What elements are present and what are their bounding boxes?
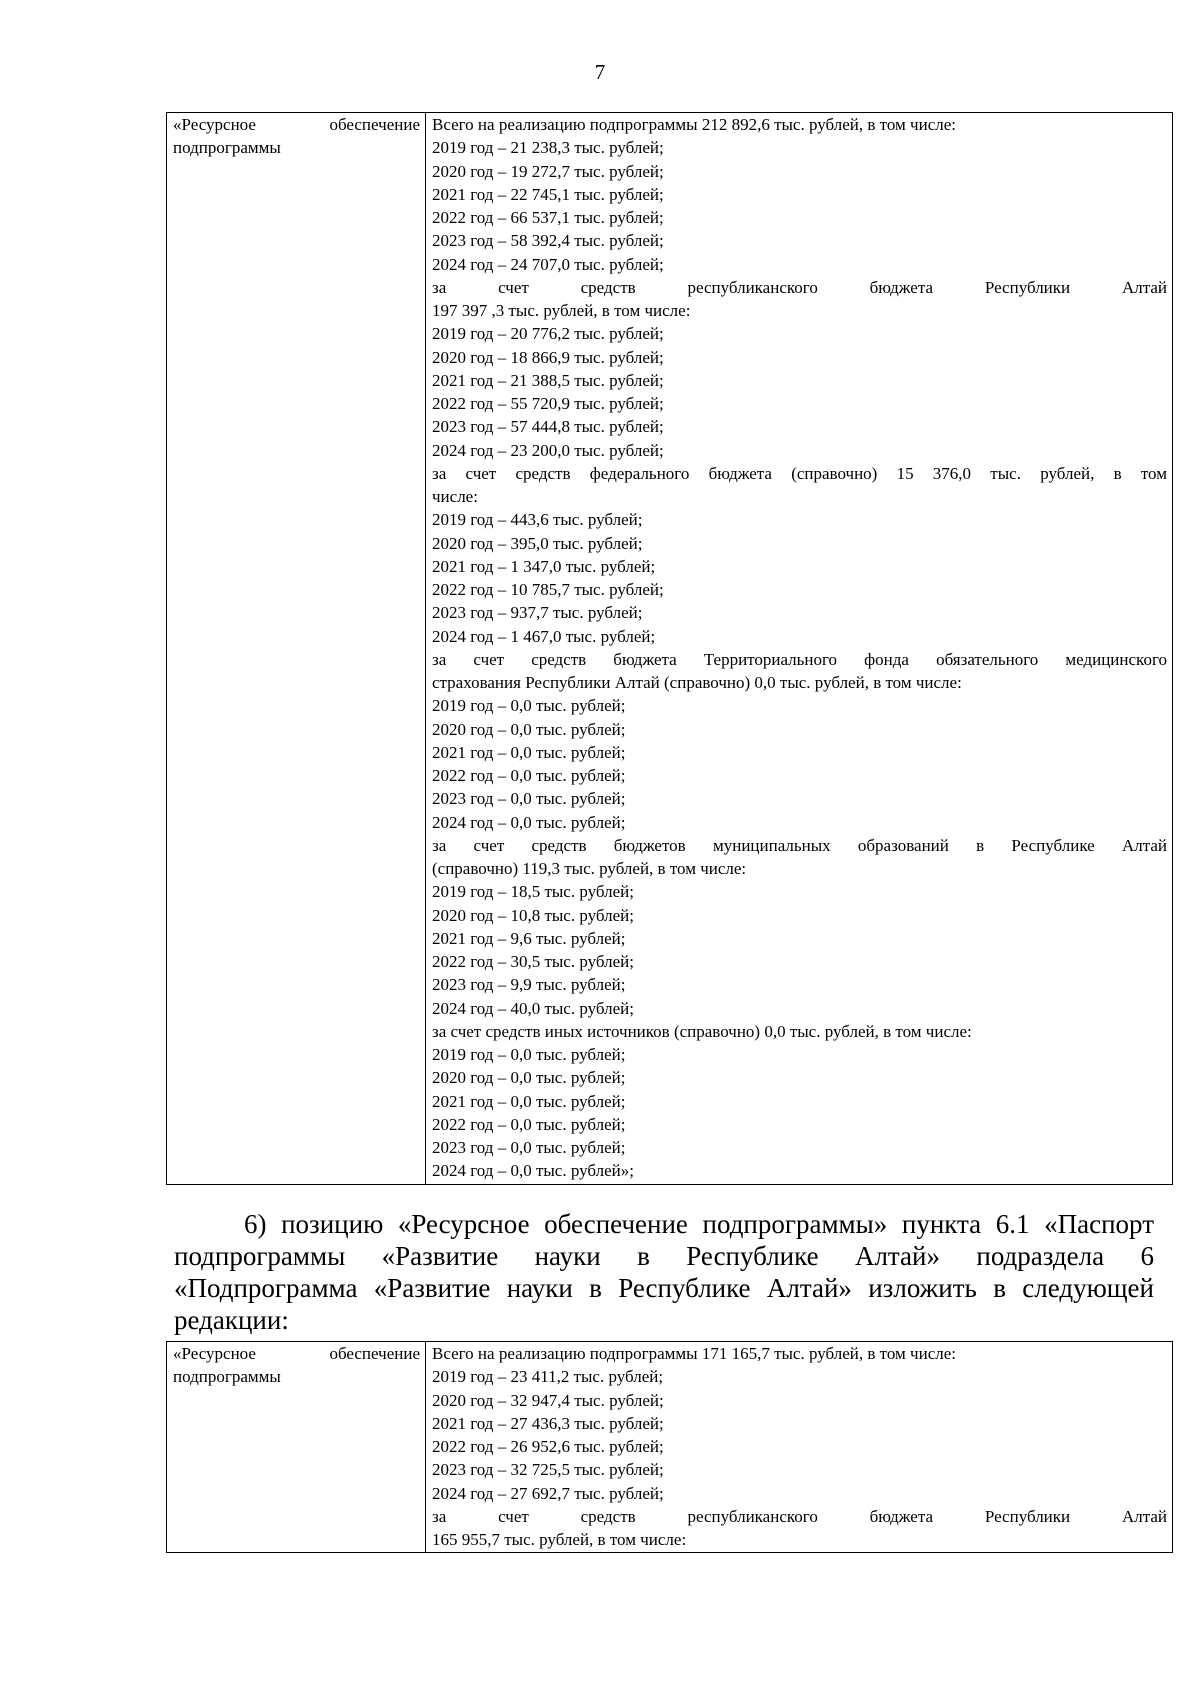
year-line: 2021 год – 1 347,0 тыс. рублей; [432,556,656,576]
label-line-2: подпрограммы [173,1367,281,1387]
year-line: 2023 год – 58 392,4 тыс. рублей; [432,231,664,251]
year-line: 2021 год – 27 436,3 тыс. рублей; [432,1413,664,1433]
year-line: 2019 год – 0,0 тыс. рублей; [432,696,626,716]
table-row [167,113,1173,1185]
year-line: 2023 год – 937,7 тыс. рублей; [432,603,643,623]
year-line: 2022 год – 66 537,1 тыс. рублей; [432,208,664,227]
resource-table-1 [166,112,1173,1185]
year-line: 2020 год – 0,0 тыс. рублей; [432,1068,626,1088]
year-line: 2019 год – 443,6 тыс. рублей; [432,510,643,530]
year-line: 2022 год – 26 952,6 тыс. рублей; [432,1437,664,1456]
federal-budget-line-2: числе: [432,487,478,506]
year-line: 2023 год – 32 725,5 тыс. рублей; [432,1460,664,1480]
year-line: 2019 год – 20 776,2 тыс. рублей; [432,324,664,344]
year-line: 2021 год – 21 388,5 тыс. рублей; [432,370,664,390]
federal-budget-line: за счет средств федерального бюджета (справочно) 15 376,0 тыс. рублей, в том [432,463,1167,483]
year-line: 2022 год – 55 720,9 тыс. рублей; [432,394,664,413]
year-line: 2024 год – 24 707,0 тыс. рублей; [432,254,664,274]
label-cell [167,1342,426,1553]
year-line: 2020 год – 18 866,9 тыс. рублей; [432,347,664,367]
year-line: 2020 год – 395,0 тыс. рублей; [432,533,643,553]
label-cell [167,113,426,1185]
year-line: 2024 год – 27 692,7 тыс. рублей; [432,1483,664,1503]
republic-budget-line: за счет средств республиканского бюджета Республики Алтай [432,1506,1167,1526]
year-line: 2020 год – 0,0 тыс. рублей; [432,719,626,739]
year-line: 2023 год – 0,0 тыс. рублей; [432,789,626,809]
total-line: Всего на реализацию подпрограммы 212 892,6 тыс. рублей, в том числе: [432,115,956,134]
year-line: 2024 год – 40,0 тыс. рублей; [432,998,634,1018]
page-number: 7 [594,60,606,84]
year-line: 2024 год – 0,0 тыс. рублей»; [432,1161,634,1181]
republic-budget-line: за счет средств республиканского бюджета Республики Алтай [432,277,1167,297]
year-line: 2020 год – 10,8 тыс. рублей; [432,905,634,925]
year-line: 2020 год – 32 947,4 тыс. рублей; [432,1390,664,1410]
year-line: 2019 год – 18,5 тыс. рублей; [432,882,634,902]
year-line: 2022 год – 10 785,7 тыс. рублей; [432,580,664,599]
other-sources-line: за счет средств иных источников (справочно) 0,0 тыс. рублей, в том числе: [432,1021,972,1041]
tfoms-budget-line-2: страхования Республики Алтай (справочно) 0,0 тыс. рублей, в том числе: [432,673,962,692]
label-line-2: подпрограммы [173,138,281,158]
year-line: 2023 год – 9,9 тыс. рублей; [432,975,626,995]
year-line: 2024 год – 0,0 тыс. рублей; [432,812,626,832]
republic-budget-total: 165 955,7 тыс. рублей, в том числе: [432,1530,687,1549]
year-line: 2021 год – 0,0 тыс. рублей; [432,742,626,762]
year-line: 2019 год – 23 411,2 тыс. рублей; [432,1367,664,1387]
resource-table-2 [166,1341,1173,1553]
year-line: 2023 год – 57 444,8 тыс. рублей; [432,417,664,437]
year-line: 2022 год – 0,0 тыс. рублей; [432,766,626,785]
table-row [167,1342,1173,1553]
instruction-line: подпрограммы «Развитие науки в Республике Алтай» подраздела 6 [174,1241,1154,1271]
instruction-paragraph [174,1208,1154,1336]
tfoms-budget-line: за счет средств бюджета Территориального фонда обязательного медицинского [432,649,1167,669]
instruction-line: редакции: [174,1305,289,1335]
year-line: 2020 год – 19 272,7 тыс. рублей; [432,161,664,181]
republic-budget-total: 197 397 ,3 тыс. рублей, в том числе: [432,301,691,320]
year-line: 2019 год – 0,0 тыс. рублей; [432,1045,626,1064]
year-line: 2024 год – 23 200,0 тыс. рублей; [432,440,664,460]
year-line: 2022 год – 30,5 тыс. рублей; [432,952,634,971]
instruction-line: «Подпрограмма «Развитие науки в Республике Алтай» изложить в следующей [174,1273,1154,1303]
content-cell [426,113,1173,1185]
total-line: Всего на реализацию подпрограммы 171 165,7 тыс. рублей, в том числе: [432,1344,956,1363]
year-line: 2021 год – 9,6 тыс. рублей; [432,928,626,948]
municipal-budget-line: за счет средств бюджетов муниципальных образований в Республике Алтай [432,835,1167,855]
year-line: 2024 год – 1 467,0 тыс. рублей; [432,626,656,646]
year-line: 2019 год – 21 238,3 тыс. рублей; [432,138,664,158]
label-line-1: «Ресурсное обеспечение [173,115,420,134]
year-line: 2021 год – 22 745,1 тыс. рублей; [432,184,664,204]
year-line: 2022 год – 0,0 тыс. рублей; [432,1114,626,1134]
municipal-budget-line-2: (справочно) 119,3 тыс. рублей, в том числе: [432,859,747,878]
content-cell [426,1342,1173,1553]
year-line: 2023 год – 0,0 тыс. рублей; [432,1138,626,1157]
year-line: 2021 год – 0,0 тыс. рублей; [432,1091,626,1111]
label-line-1: «Ресурсное обеспечение [173,1344,420,1363]
instruction-line: 6) позицию «Ресурсное обеспечение подпрограммы» пункта 6.1 «Паспорт [244,1209,1154,1239]
